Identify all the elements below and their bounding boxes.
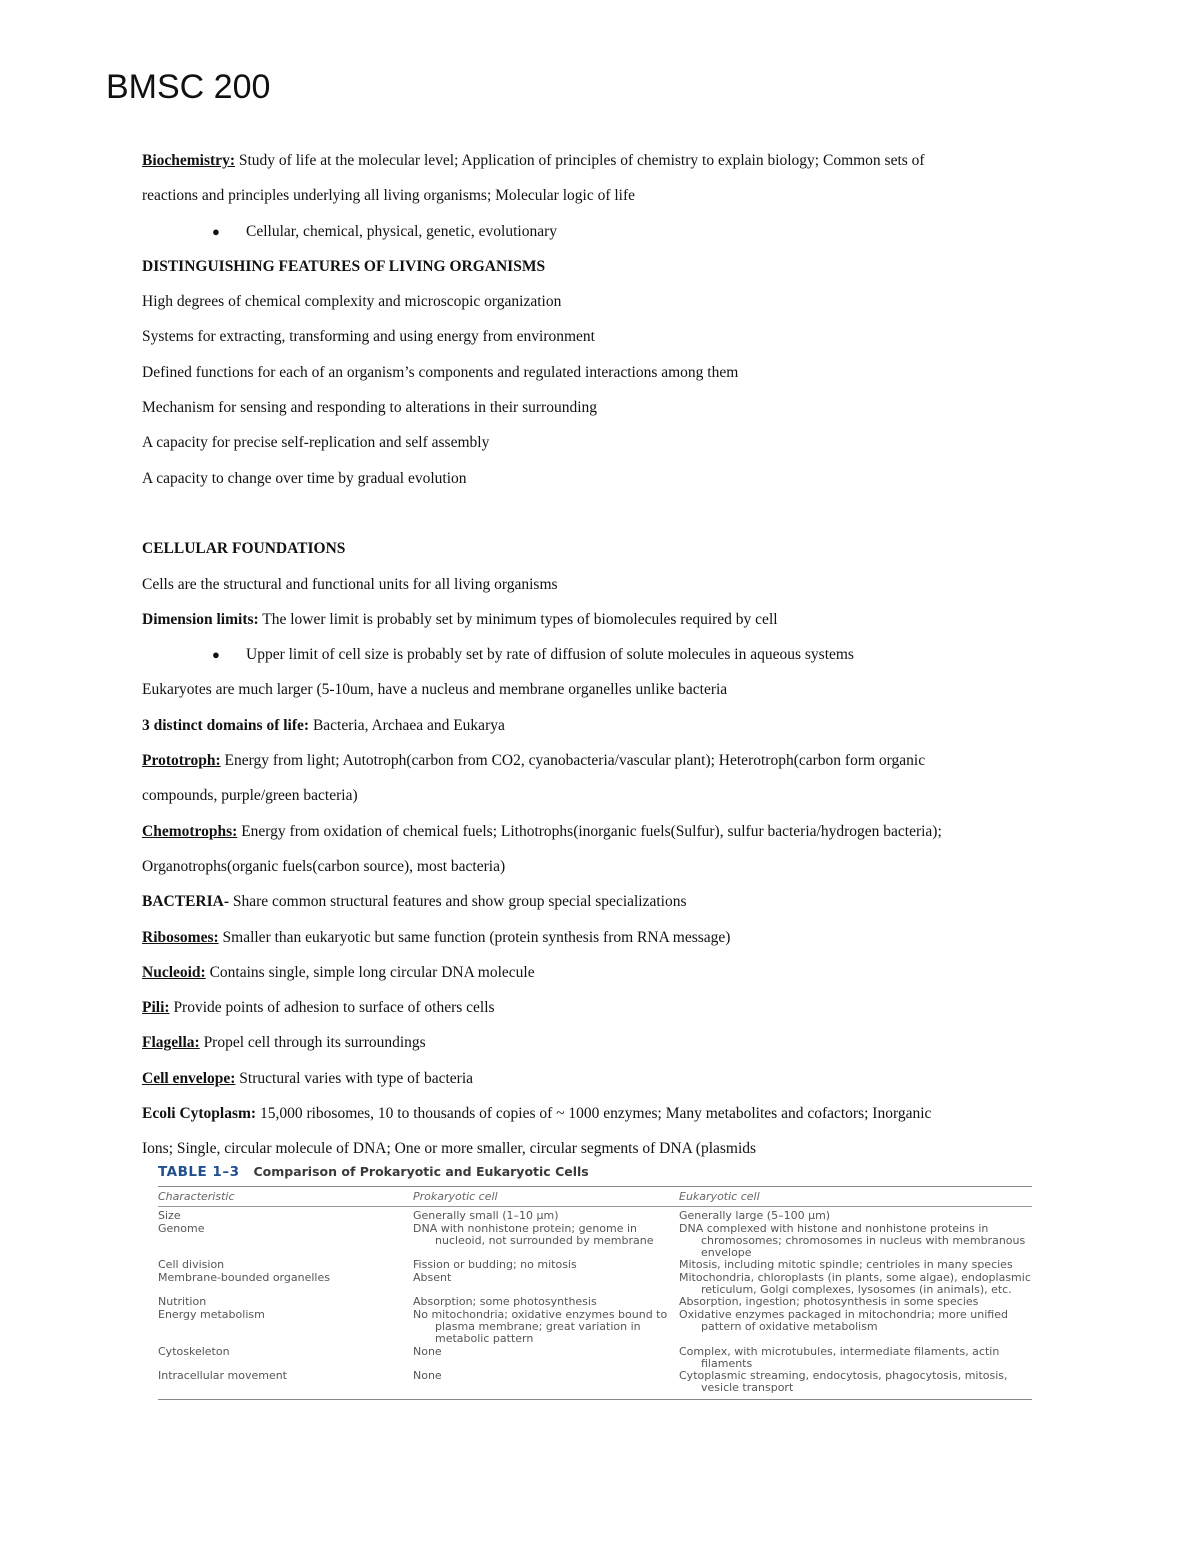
table-cell	[158, 1210, 413, 1222]
table-cell-text: Cytoskeleton	[158, 1344, 230, 1358]
ecoli-line-2: Ions; Single, circular molecule of DNA; One or more smaller, circular segments of DNA (plasmids	[142, 1140, 757, 1158]
eukaryotes-line: Eukaryotes are much larger (5-10um, have a nucleus and membrane organelles unlike bacteria	[142, 681, 728, 699]
feature-item: Mechanism for sensing and responding to alterations in their surrounding	[142, 399, 598, 417]
table-cell	[158, 1346, 413, 1371]
table-cell-text: Intracellular movement	[158, 1369, 287, 1383]
pili-term: Pili:	[142, 999, 170, 1017]
envelope-line	[142, 1061, 1082, 1096]
table-cell	[158, 1259, 413, 1271]
table-cell	[413, 1370, 679, 1395]
envelope-term: Cell envelope:	[142, 1069, 236, 1087]
table-row	[158, 1210, 1032, 1222]
chemotrophs-line-2: Organotrophs(organic fuels(carbon source), most bacteria)	[142, 857, 506, 875]
table-cell-text: None	[413, 1369, 442, 1383]
table-cell-text: Energy metabolism	[158, 1307, 265, 1321]
table-body	[158, 1210, 1032, 1394]
table-row	[158, 1346, 1032, 1371]
prototroph-term: Prototroph:	[142, 752, 221, 770]
biochem-term: Biochemistry:	[142, 152, 235, 169]
table-cell-text: Absent	[413, 1270, 452, 1284]
table-cell	[158, 1309, 413, 1346]
table-cell	[679, 1272, 1032, 1297]
comparison-table-figure	[158, 1164, 1032, 1400]
table-cell-text: None	[413, 1344, 442, 1358]
notes-body	[142, 143, 1082, 1167]
table-cell	[679, 1370, 1032, 1395]
table-header: Eukaryotic cell	[679, 1190, 760, 1203]
prototroph-line-1	[142, 743, 1082, 778]
table-cell-text: Oxidative enzymes packaged in mitochondria; more unified pattern of oxidative metabolism	[679, 1307, 1008, 1333]
table-row	[158, 1309, 1032, 1346]
table-row	[158, 1223, 1032, 1260]
biochem-bullet	[142, 214, 1082, 249]
table-cell-text: Size	[158, 1209, 181, 1223]
table-cell	[413, 1309, 679, 1346]
table-header: Prokaryotic cell	[413, 1190, 498, 1203]
table-cell-text: Nutrition	[158, 1295, 207, 1309]
dimension-term: Dimension limits:	[142, 610, 259, 628]
ribosomes-line	[142, 920, 1082, 955]
pili-text: Provide points of adhesion to surface of others cells	[169, 999, 495, 1017]
bullet-dot-icon: ●	[212, 647, 220, 663]
ribosomes-term: Ribosomes:	[142, 928, 219, 946]
table-cell-text: No mitochondria; oxidative enzymes bound to plasma membrane; great variation in metabolic pattern	[413, 1307, 668, 1346]
table-cell	[679, 1210, 1032, 1222]
table-header: Characteristic	[158, 1190, 235, 1203]
table-header-rule	[158, 1206, 1032, 1207]
flagella-line	[142, 1025, 1082, 1060]
table-header-row	[158, 1187, 1032, 1206]
table-cell	[413, 1210, 679, 1222]
dimension-bullet	[142, 637, 1082, 672]
table-row	[158, 1272, 1032, 1297]
table-cell-text: DNA complexed with histone and nonhistone proteins in chromosomes; chromosomes in nucleus with membranous envelope	[679, 1221, 1026, 1260]
flagella-text: Propel cell through its surroundings	[199, 1034, 426, 1052]
table-cell	[158, 1296, 413, 1308]
feature-item: A capacity to change over time by gradual evolution	[142, 469, 467, 487]
ecoli-text-1: 15,000 ribosomes, 10 to thousands of copies of ~ 1000 enzymes; Many metabolites and cofactors; Inorganic	[256, 1105, 932, 1123]
table-title: Comparison of Prokaryotic and Eukaryotic Cells	[253, 1164, 589, 1179]
table-cell	[413, 1259, 679, 1271]
biochem-line-2: reactions and principles underlying all living organisms; Molecular logic of life	[142, 187, 636, 205]
table-row	[158, 1296, 1032, 1308]
page-title: BMSC 200	[106, 68, 271, 106]
domains-term: 3 distinct domains of life:	[142, 716, 310, 734]
prototroph-line-2: compounds, purple/green bacteria)	[142, 787, 358, 805]
dimension-bullet-text: Upper limit of cell size is probably set by rate of diffusion of solute molecules in aqueous systems	[246, 646, 854, 664]
flagella-term: Flagella:	[142, 1034, 200, 1052]
pili-line	[142, 990, 1082, 1025]
table-cell-text: Mitosis, including mitotic spindle; centrioles in many species	[679, 1258, 1013, 1272]
ecoli-line-1	[142, 1096, 1082, 1131]
cellular-heading: CELLULAR FOUNDATIONS	[142, 540, 346, 558]
table-cell	[679, 1223, 1032, 1260]
table-cell	[679, 1259, 1032, 1271]
bacteria-line	[142, 884, 1082, 919]
table-cell-text: Genome	[158, 1221, 205, 1235]
biochem-line-1	[142, 143, 1082, 178]
table-number: TABLE 1–3	[158, 1164, 240, 1180]
table-cell-text: Cell division	[158, 1258, 225, 1272]
cells-line: Cells are the structural and functional units for all living organisms	[142, 575, 558, 593]
bullet-dot-icon: ●	[212, 223, 220, 239]
bacteria-text: Share common structural features and show group special specializations	[228, 893, 687, 911]
table-cell-text: Generally large (5–100 μm)	[679, 1209, 831, 1223]
table-row	[158, 1259, 1032, 1271]
table-cell-text: Membrane-bounded organelles	[158, 1270, 330, 1284]
prototroph-text-1: Energy from light; Autotroph(carbon from CO2, cyanobacteria/vascular plant); Heterotroph(carbon form organic	[220, 752, 926, 770]
domains-line	[142, 708, 1082, 743]
table-cell-text: Generally small (1–10 μm)	[413, 1209, 559, 1223]
table-cell	[413, 1346, 679, 1371]
blank-line	[142, 496, 1082, 531]
table-cell	[413, 1296, 679, 1308]
biochem-text-1: Study of life at the molecular level; Application of principles of chemistry to explain biology; Common sets of	[234, 152, 925, 169]
table-row	[158, 1370, 1032, 1395]
table-cell-text: Absorption; some photosynthesis	[413, 1295, 597, 1309]
table-cell	[158, 1370, 413, 1395]
table-cell	[158, 1223, 413, 1260]
envelope-text: Structural varies with type of bacteria	[235, 1069, 474, 1087]
nucleoid-text: Contains single, simple long circular DNA molecule	[205, 963, 535, 981]
features-heading: DISTINGUISHING FEATURES OF LIVING ORGANISMS	[142, 257, 546, 275]
table-cell	[679, 1346, 1032, 1371]
feature-item: Systems for extracting, transforming and using energy from environment	[142, 328, 595, 346]
table-cell-text: Complex, with microtubules, intermediate filaments, actin filaments	[679, 1344, 1000, 1370]
ecoli-term: Ecoli Cytoplasm:	[142, 1105, 257, 1123]
dimension-line	[142, 602, 1082, 637]
table-caption	[158, 1164, 1032, 1180]
bacteria-term: BACTERIA-	[142, 893, 229, 911]
chemotrophs-text-1: Energy from oxidation of chemical fuels; Lithotrophs(inorganic fuels(Sulfur), sulfur bacteria/hydrogen bacteria);	[237, 822, 942, 840]
domains-text: Bacteria, Archaea and Eukarya	[309, 716, 505, 734]
table-bottom-rule	[158, 1399, 1032, 1400]
chemotrophs-line-1	[142, 814, 1082, 849]
table-cell-text: DNA with nonhistone protein; genome in nucleoid, not surrounded by membrane	[413, 1221, 654, 1247]
feature-item: High degrees of chemical complexity and microscopic organization	[142, 293, 562, 311]
ribosomes-text: Smaller than eukaryotic but same function (protein synthesis from RNA message)	[218, 928, 731, 946]
table-cell-text: Cytoplasmic streaming, endocytosis, phagocytosis, mitosis, vesicle transport	[679, 1369, 1008, 1395]
table-cell	[413, 1223, 679, 1260]
dimension-text: The lower limit is probably set by minimum types of biomolecules required by cell	[258, 610, 778, 628]
comparison-table	[158, 1187, 1032, 1395]
table-cell	[679, 1296, 1032, 1308]
table-cell-text: Absorption, ingestion; photosynthesis in some species	[679, 1295, 979, 1309]
table-cell-text: Mitochondria, chloroplasts (in plants, some algae), endoplasmic reticulum, Golgi complexes, lysosomes (in animals), etc.	[679, 1270, 1031, 1297]
nucleoid-line	[142, 955, 1082, 990]
feature-item: A capacity for precise self-replication and self assembly	[142, 434, 490, 452]
table-cell	[158, 1272, 413, 1297]
table-cell	[413, 1272, 679, 1297]
chemotrophs-term: Chemotrophs:	[142, 822, 238, 840]
nucleoid-term: Nucleoid:	[142, 963, 206, 981]
feature-item: Defined functions for each of an organism’s components and regulated interactions among them	[142, 363, 739, 381]
table-cell	[679, 1309, 1032, 1346]
biochem-bullet-text: Cellular, chemical, physical, genetic, evolutionary	[246, 222, 557, 240]
table-cell-text: Fission or budding; no mitosis	[413, 1258, 577, 1272]
